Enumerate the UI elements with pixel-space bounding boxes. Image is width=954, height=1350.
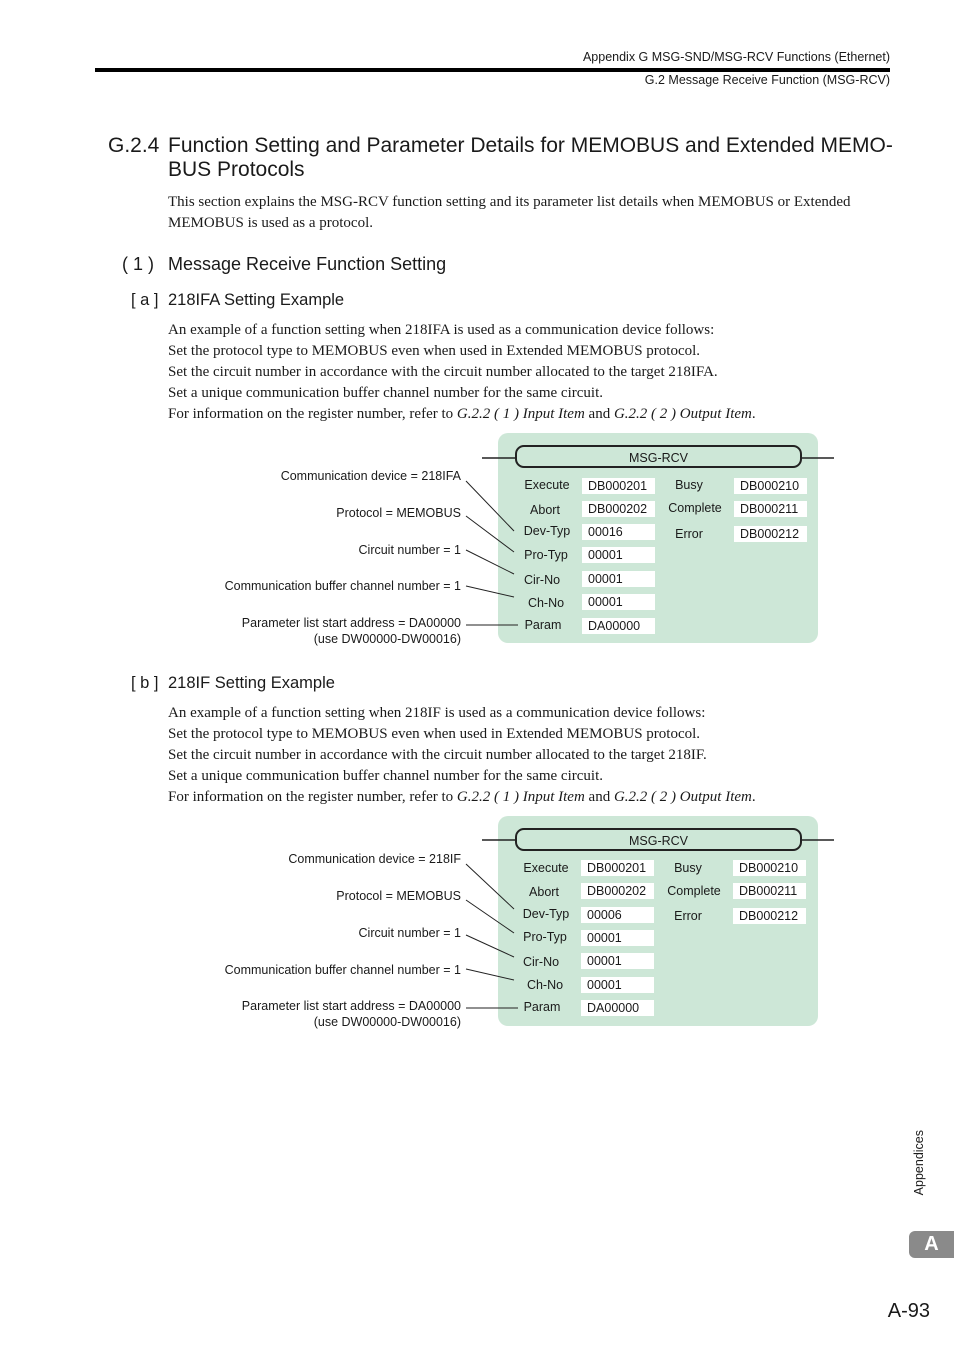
callout-param-address: Parameter list start address = DA00000 (241, 999, 461, 1013)
value-param: DA00000 (581, 1000, 654, 1016)
value-ch-no: 00001 (581, 977, 654, 993)
value-param: DA00000 (582, 618, 655, 634)
callout-device: Communication device = 218IF (288, 852, 461, 866)
value-ch-no: 00001 (582, 594, 655, 610)
block-title: MSG-RCV (515, 445, 802, 468)
example-a-line: An example of a function setting when 218IFA is used as a communication device follows: (168, 322, 715, 338)
example-b-number: [ b ] (131, 674, 159, 692)
section-intro: This section explains the MSG-RCV function setting and its parameter list details when MEMOBUS or Extended MEMOBUS is used as a protocol. (168, 194, 851, 231)
pin-param: Param (523, 1000, 561, 1014)
callout-channel: Communication buffer channel number = 1 (224, 579, 461, 593)
pin-pro-typ: Pro-Typ (523, 930, 567, 944)
output-item-ref: G.2.2 ( 2 ) Output Item (613, 406, 752, 422)
callout-channel: Communication buffer channel number = 1 (224, 963, 461, 977)
example-a-line: Set the circuit number in accordance with the circuit number allocated to the target 218IFA. (168, 364, 718, 380)
example-b-line: An example of a function setting when 218IF is used as a communication device follows: (168, 705, 706, 721)
block-title: MSG-RCV (515, 828, 802, 851)
pin-abort: Abort (529, 885, 559, 899)
callout-protocol: Protocol = MEMOBUS (336, 889, 461, 903)
callout-param-range: (use DW00000-DW00016) (313, 632, 461, 646)
pin-abort: Abort (530, 503, 560, 517)
input-item-ref: G.2.2 ( 1 ) Input Item (456, 406, 585, 422)
value-cir-no: 00001 (581, 953, 654, 969)
example-a-line: Set a unique communication buffer channel number for the same circuit. (168, 385, 603, 401)
pin-busy: Busy (674, 861, 702, 875)
example-a-title: 218IFA Setting Example (168, 291, 345, 309)
section-title: Function Setting and Parameter Details for MEMOBUS and Extended MEMO-BUS Protocols (168, 134, 893, 181)
value-complete: DB000211 (733, 883, 806, 899)
example-b-line: Set a unique communication buffer channel number for the same circuit. (168, 768, 603, 784)
msg-rcv-diagram-218if (200, 816, 850, 1036)
page-number: A-93 (887, 1300, 930, 1322)
pin-param: Param (524, 618, 562, 632)
pin-dev-typ: Dev-Typ (522, 907, 570, 921)
example-a-reference: For information on the register number, refer to G.2.2 ( 1 ) Input Item and G.2.2 ( 2 ) Output Item. (168, 406, 756, 422)
value-error: DB000212 (734, 526, 807, 542)
pin-complete: Complete (668, 501, 722, 515)
value-dev-typ: 00016 (582, 524, 655, 540)
value-error: DB000212 (733, 908, 806, 924)
subsection-number: ( 1 ) (122, 254, 155, 274)
callout-protocol: Protocol = MEMOBUS (336, 506, 461, 520)
value-busy: DB000210 (733, 860, 806, 876)
callout-circuit: Circuit number = 1 (358, 926, 461, 940)
value-execute: DB000201 (582, 478, 655, 494)
header-rule (95, 68, 890, 72)
pin-ch-no: Ch-No (527, 596, 565, 610)
pin-execute: Execute (524, 478, 570, 492)
value-cir-no: 00001 (582, 571, 655, 587)
value-pro-typ: 00001 (581, 930, 654, 946)
callout-circuit: Circuit number = 1 (358, 543, 461, 557)
value-busy: DB000210 (734, 478, 807, 494)
running-header-chapter: Appendix G MSG-SND/MSG-RCV Functions (Ethernet) (582, 50, 890, 64)
value-abort: DB000202 (581, 883, 654, 899)
running-header-section: G.2 Message Receive Function (MSG-RCV) (644, 73, 890, 87)
value-complete: DB000211 (734, 501, 807, 517)
value-execute: DB000201 (581, 860, 654, 876)
example-b-line: Set the circuit number in accordance with the circuit number allocated to the target 218IF. (168, 747, 707, 763)
pin-error: Error (675, 527, 703, 541)
callout-param-range: (use DW00000-DW00016) (313, 1015, 461, 1029)
pin-cir-no: Cir-No (522, 955, 560, 969)
input-item-ref: G.2.2 ( 1 ) Input Item (456, 789, 585, 805)
example-b-line: Set the protocol type to MEMOBUS even when used in Extended MEMOBUS protocol. (168, 726, 701, 742)
pin-error: Error (674, 909, 702, 923)
pin-ch-no: Ch-No (526, 978, 564, 992)
example-a-line: Set the protocol type to MEMOBUS even when used in Extended MEMOBUS protocol. (168, 343, 701, 359)
pin-execute: Execute (523, 861, 569, 875)
pin-busy: Busy (675, 478, 703, 492)
appendix-tab-marker: A (909, 1231, 954, 1258)
pin-dev-typ: Dev-Typ (523, 524, 571, 538)
callout-param-address: Parameter list start address = DA00000 (241, 616, 461, 630)
output-item-ref: G.2.2 ( 2 ) Output Item (613, 789, 752, 805)
pin-pro-typ: Pro-Typ (524, 548, 568, 562)
value-pro-typ: 00001 (582, 547, 655, 563)
example-b-reference: For information on the register number, refer to G.2.2 ( 1 ) Input Item and G.2.2 ( 2 ) Output Item. (168, 789, 756, 805)
callout-device: Communication device = 218IFA (280, 469, 461, 483)
msg-rcv-diagram-218ifa (200, 433, 850, 653)
example-b-text (168, 703, 868, 808)
appendices-side-label: Appendices (912, 1130, 926, 1196)
pin-complete: Complete (667, 884, 721, 898)
example-a-text (168, 320, 868, 425)
value-abort: DB000202 (582, 501, 655, 517)
value-dev-typ: 00006 (581, 907, 654, 923)
example-a-number: [ a ] (131, 291, 159, 309)
pin-cir-no: Cir-No (523, 573, 561, 587)
example-b-title: 218IF Setting Example (168, 674, 335, 692)
subsection-title: Message Receive Function Setting (168, 254, 447, 274)
section-number: G.2.4 (108, 134, 160, 157)
